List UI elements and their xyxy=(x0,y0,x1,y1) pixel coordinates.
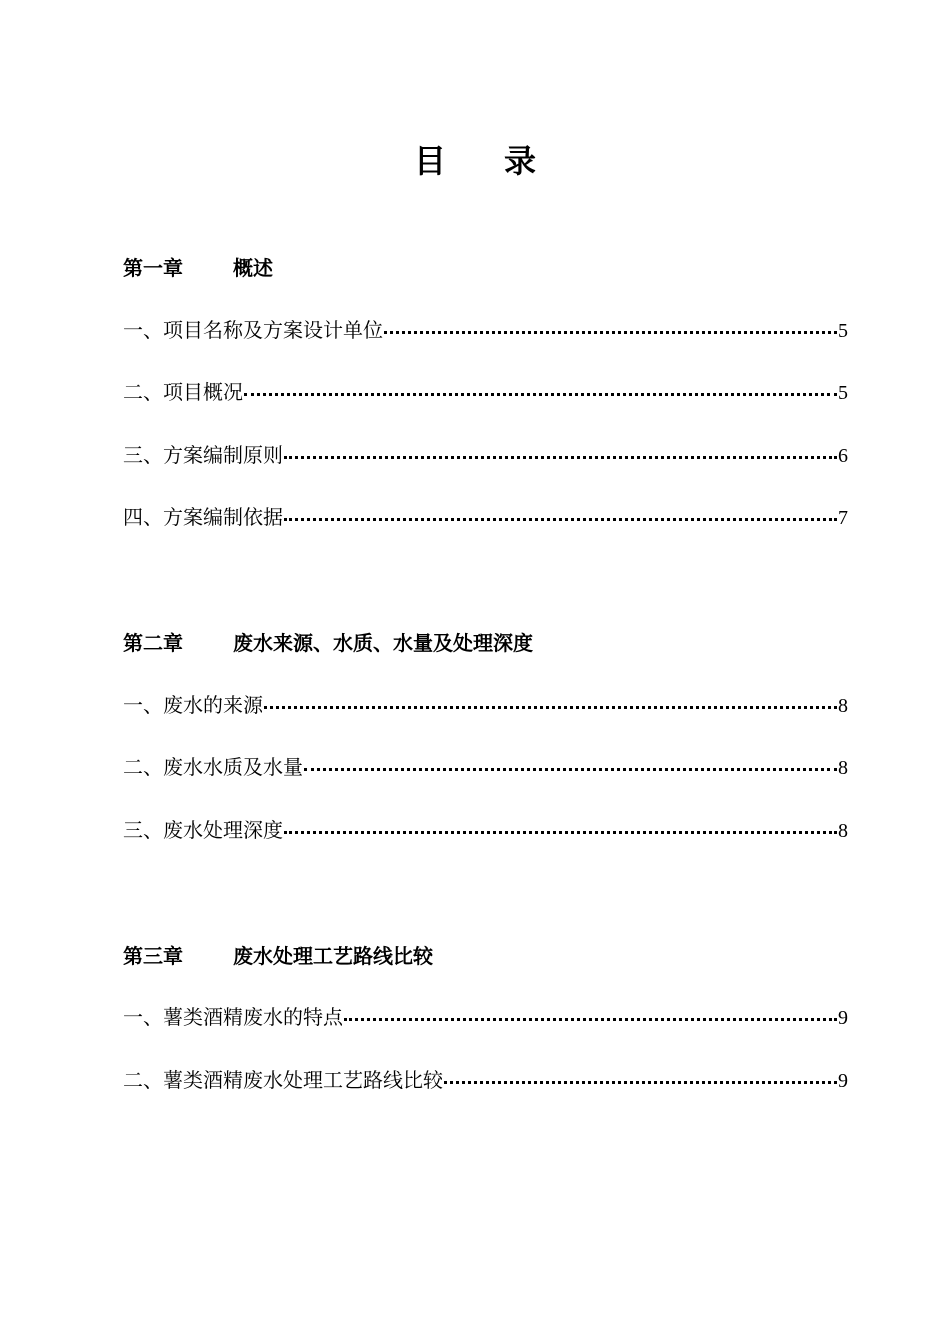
dot-leader xyxy=(384,317,837,337)
chapter-heading-2 xyxy=(123,627,533,656)
toc-entry[interactable] xyxy=(123,439,848,467)
chapter-name: 废水来源、水质、水量及处理深度 xyxy=(233,631,533,655)
dot-leader xyxy=(284,504,837,524)
chapter-heading-3 xyxy=(123,940,433,969)
toc-entry[interactable] xyxy=(123,751,848,779)
dot-leader xyxy=(444,1067,837,1087)
chapter-number: 第二章 xyxy=(123,631,183,655)
dot-leader xyxy=(244,379,837,399)
toc-entry[interactable] xyxy=(123,376,848,404)
toc-entry-label: 四、方案编制依据 xyxy=(123,505,283,529)
toc-entry[interactable] xyxy=(123,689,848,717)
dot-leader xyxy=(304,754,837,774)
chapter-name: 废水处理工艺路线比较 xyxy=(233,944,433,968)
toc-entry-label: 二、项目概况 xyxy=(123,380,243,404)
toc-entry-label: 二、废水水质及水量 xyxy=(123,755,303,779)
toc-entry-page: 5 xyxy=(838,320,848,342)
dot-leader xyxy=(284,817,837,837)
toc-entry[interactable] xyxy=(123,501,848,529)
toc-entry-page: 6 xyxy=(838,445,848,467)
toc-entry[interactable] xyxy=(123,1064,848,1092)
toc-entry-label: 一、项目名称及方案设计单位 xyxy=(123,318,383,342)
dot-leader xyxy=(344,1004,837,1024)
toc-entry-page: 8 xyxy=(838,757,848,779)
title-char-1: 目 xyxy=(413,142,446,180)
toc-entry-page: 9 xyxy=(838,1070,848,1092)
toc-entry-page: 9 xyxy=(838,1007,848,1029)
toc-entry[interactable] xyxy=(123,1001,848,1029)
toc-entry-page: 7 xyxy=(838,507,848,529)
toc-entry-page: 8 xyxy=(838,695,848,717)
chapter-heading-1 xyxy=(123,252,273,281)
toc-entry[interactable] xyxy=(123,814,848,842)
toc-entry-label: 一、薯类酒精废水的特点 xyxy=(123,1005,343,1029)
chapter-number: 第三章 xyxy=(123,944,183,968)
toc-entry[interactable] xyxy=(123,314,848,342)
dot-leader xyxy=(284,442,837,462)
chapter-number: 第一章 xyxy=(123,256,183,280)
toc-entry-label: 三、废水处理深度 xyxy=(123,818,283,842)
page-title xyxy=(0,136,950,182)
toc-entry-page: 8 xyxy=(838,820,848,842)
toc-entry-label: 三、方案编制原则 xyxy=(123,443,283,467)
toc-entry-label: 二、薯类酒精废水处理工艺路线比较 xyxy=(123,1068,443,1092)
title-char-2: 录 xyxy=(504,142,537,180)
chapter-name: 概述 xyxy=(233,256,273,280)
toc-entry-page: 5 xyxy=(838,382,848,404)
dot-leader xyxy=(264,692,837,712)
toc-entry-label: 一、废水的来源 xyxy=(123,693,263,717)
